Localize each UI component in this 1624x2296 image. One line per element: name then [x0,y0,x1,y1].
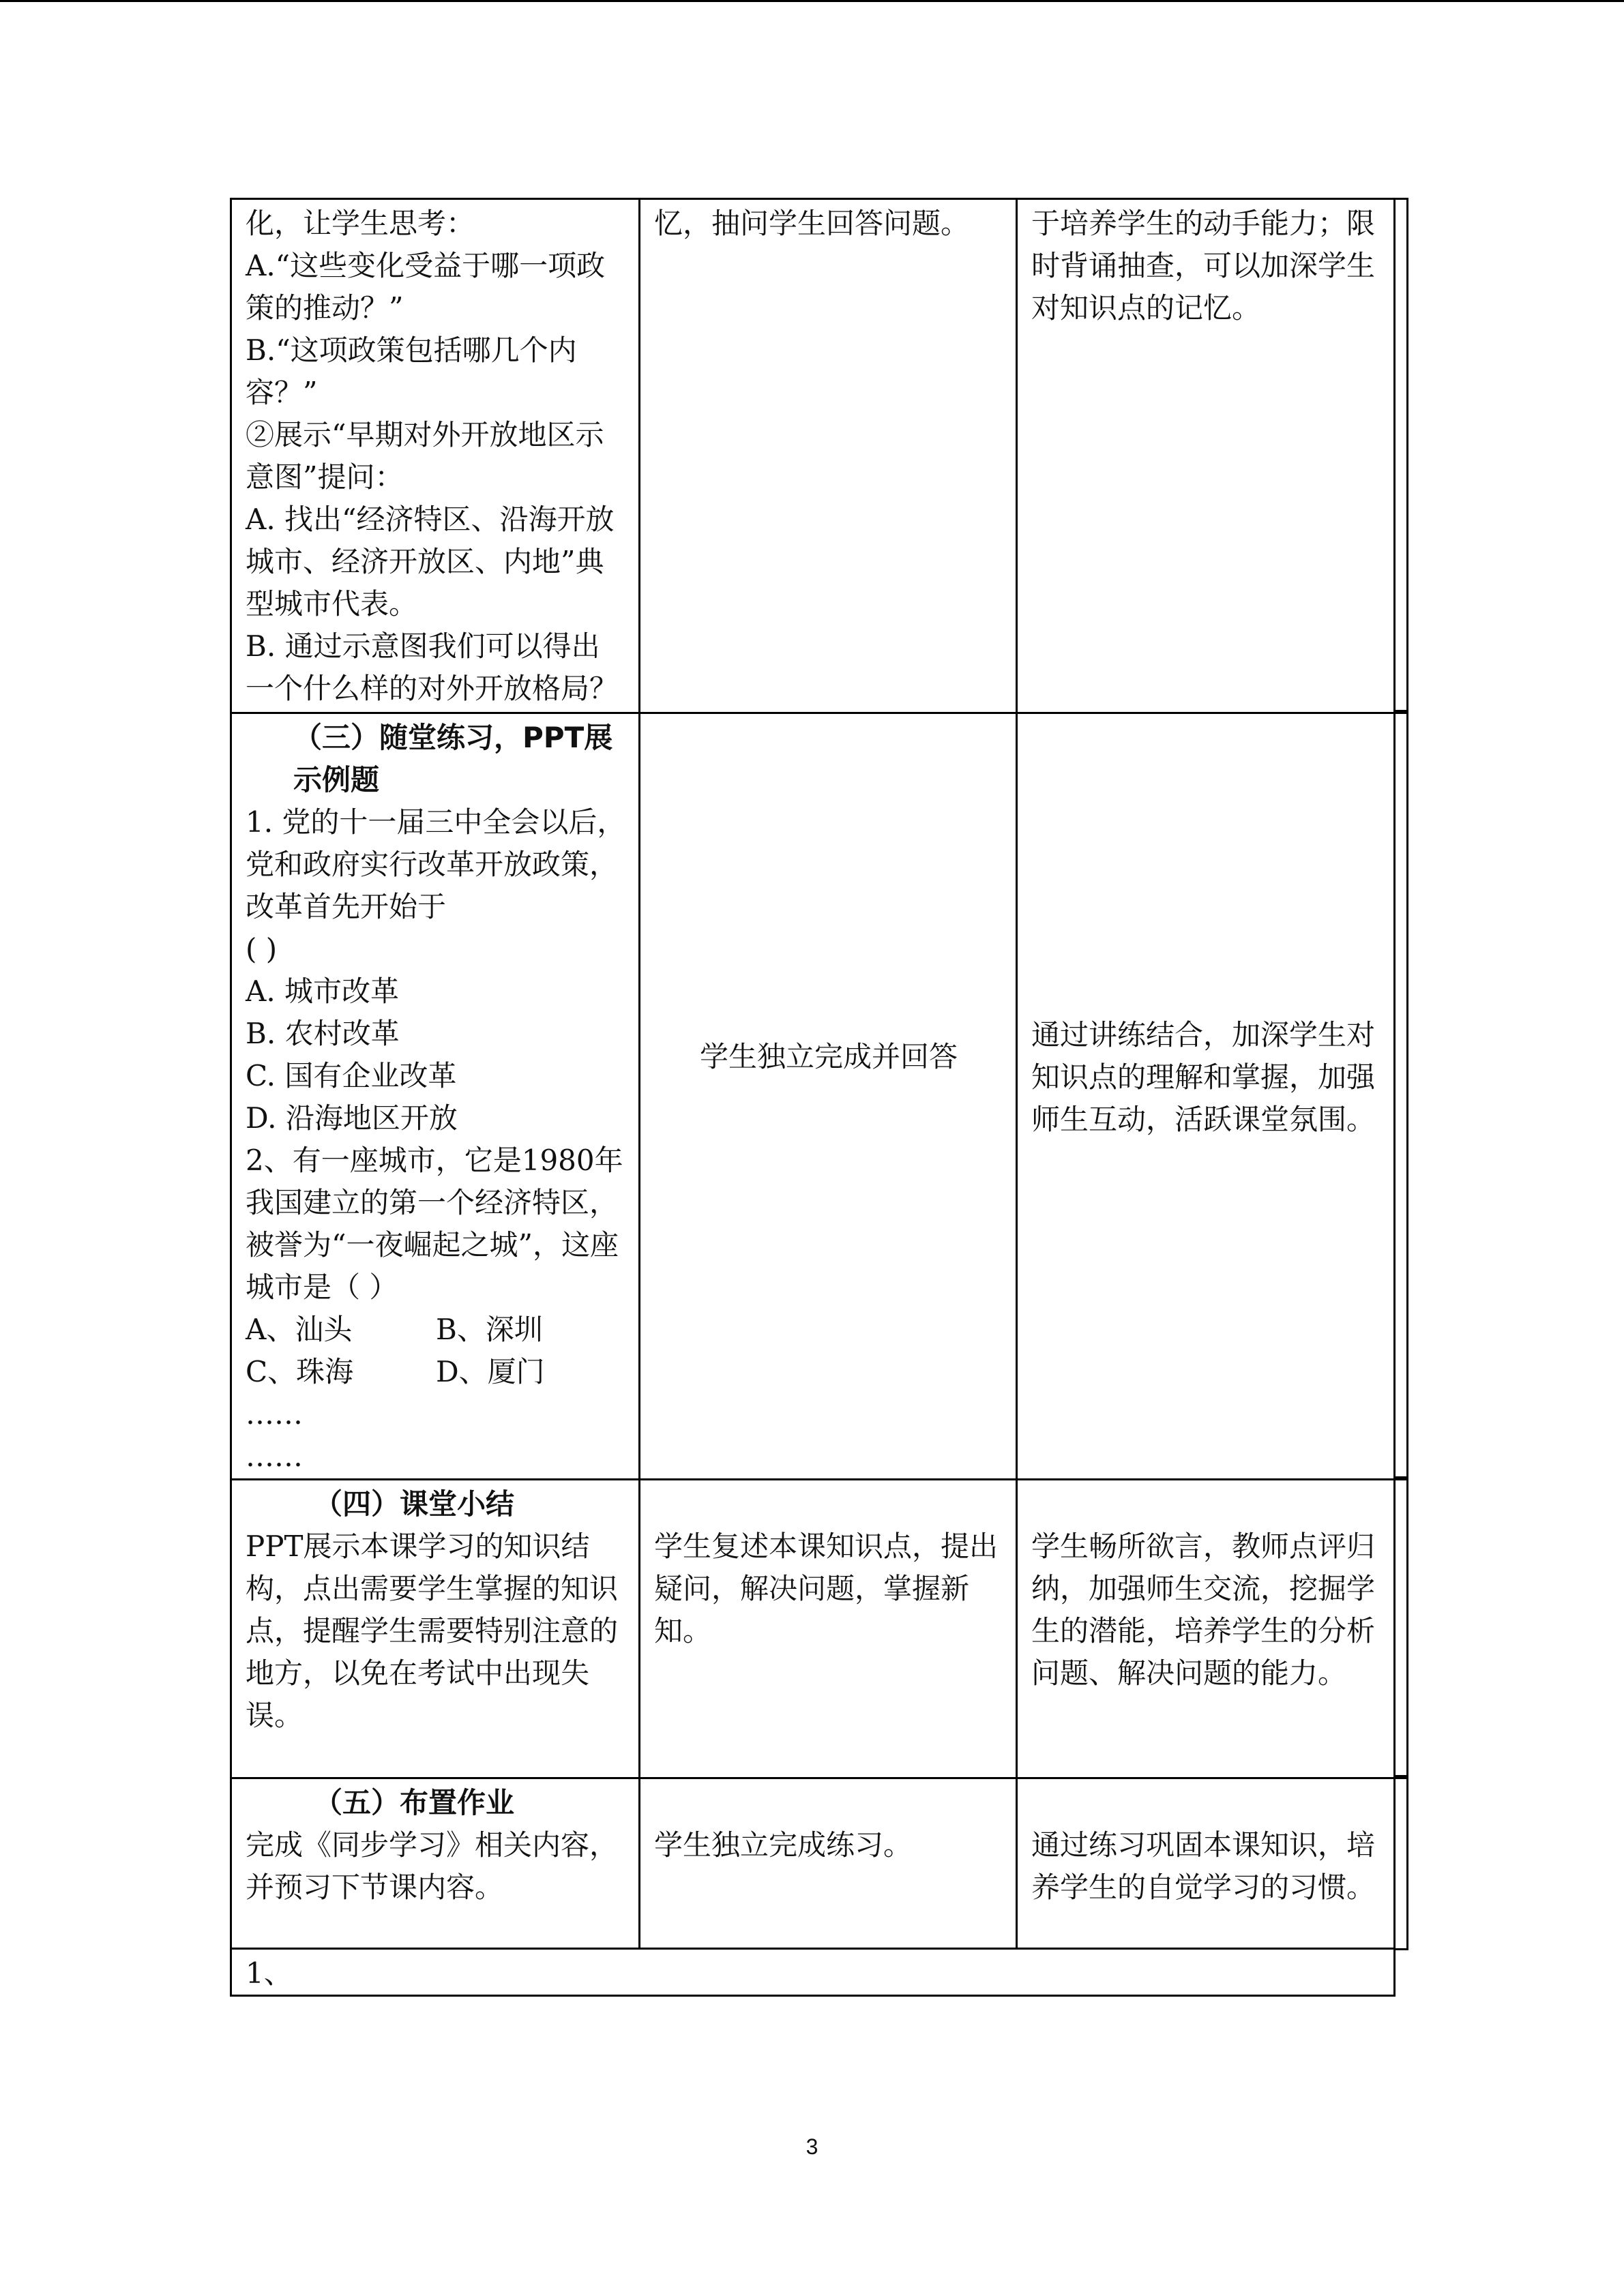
cell-text: 通过讲练结合，加深学生对知识点的理解和掌握，加强师生互动，活跃课堂氛围。 [1031,1017,1376,1136]
ellipsis: …… [246,1397,303,1431]
lesson-plan-table [230,198,1396,1997]
footer-cell [231,1949,1395,1996]
section-heading: （三）随堂练习，PPT展示例题 [293,721,613,796]
cell-text: 学生畅所欲言，教师点评归纳，加强师生交流，挖掘学生的潜能，培养学生的分析问题、解决问题的能力。 [1031,1530,1376,1690]
student-activity-cell [640,1480,1017,1778]
table-row [231,713,1395,1480]
edge-strip [1393,712,1408,1478]
student-activity-cell [640,1778,1017,1949]
list-item: A.“这些变化受益于哪一项政策的推动？” [246,249,606,325]
option-a: A、汕头 [246,1313,353,1346]
ellipsis: …… [246,1440,303,1473]
teacher-activity-cell [231,713,640,1480]
design-intent-cell [1017,1778,1395,1949]
cell-text: 学生独立完成并回答 [699,1039,958,1073]
design-intent-cell [1017,1480,1395,1778]
list-item: ②展示“早期对外开放地区示意图”提问： [246,418,604,494]
list-item: B.“这项政策包括哪几个内容？” [246,333,577,409]
teacher-activity-cell [231,1480,640,1778]
table-row [231,1480,1395,1778]
design-intent-cell [1017,199,1395,713]
page-number: 3 [806,2134,818,2159]
answer-options-row [246,1351,626,1393]
section-heading: （四）课堂小结 [314,1487,515,1521]
cell-text: 1、 [246,1956,293,1990]
edge-strip [1393,198,1408,712]
table-row [231,199,1395,713]
list-item: A. 城市改革 [246,974,400,1008]
cell-text: 于培养学生的动手能力；限时背诵抽查，可以加深学生对知识点的记忆。 [1031,207,1376,325]
list-item: B. 通过示意图我们可以得出一个什么样的对外开放格局？ [246,629,619,705]
list-item: 1. 党的十一届三中全会以后，党和政府实行改革开放政策，改革首先开始于 [246,805,626,923]
cell-text: 学生复述本课知识点，提出疑问，解决问题，掌握新知。 [654,1530,999,1648]
cell-text: 忆，抽问学生回答问题。 [654,207,970,240]
cell-text: PPT展示本课学习的知识结构，点出需要学生掌握的知识点，提醒学生需要特别注意的地方，以免在考试中出现失误。 [246,1530,619,1732]
table-row [231,1949,1395,1996]
list-item: C. 国有企业改革 [246,1059,457,1092]
option-b: B、深圳 [436,1313,543,1346]
answer-options-row [246,1309,626,1351]
design-intent-cell [1017,713,1395,1480]
edge-strip [1393,1478,1408,1777]
table-row [231,1778,1395,1949]
option-c: C、珠海 [246,1355,354,1388]
student-activity-cell [640,199,1017,713]
list-item: 2、有一座城市，它是1980年我国建立的第一个经济特区，被誉为“一夜崛起之城”，这座城市是（ ） [246,1144,623,1304]
teacher-activity-cell [231,199,640,713]
option-d: D、厦门 [436,1355,545,1388]
list-item: D. 沿海地区开放 [246,1101,458,1135]
list-item: A. 找出“经济特区、沿海开放城市、经济开放区、内地”典型城市代表。 [246,503,615,621]
teacher-activity-cell [231,1778,640,1949]
list-item: B. 农村改革 [246,1017,400,1050]
student-activity-cell [640,713,1017,1480]
section-heading: （五）布置作业 [314,1786,515,1819]
cell-text: 完成《同步学习》相关内容，并预习下节课内容。 [246,1828,619,1904]
cell-text: 学生独立完成练习。 [654,1828,913,1862]
edge-strip [1393,1777,1408,1950]
cell-text: 通过练习巩固本课知识，培养学生的自觉学习的习惯。 [1031,1828,1376,1904]
top-border-line [0,0,1624,2]
list-item: ( ) [246,932,278,966]
list-item: 化，让学生思考： [246,207,475,240]
